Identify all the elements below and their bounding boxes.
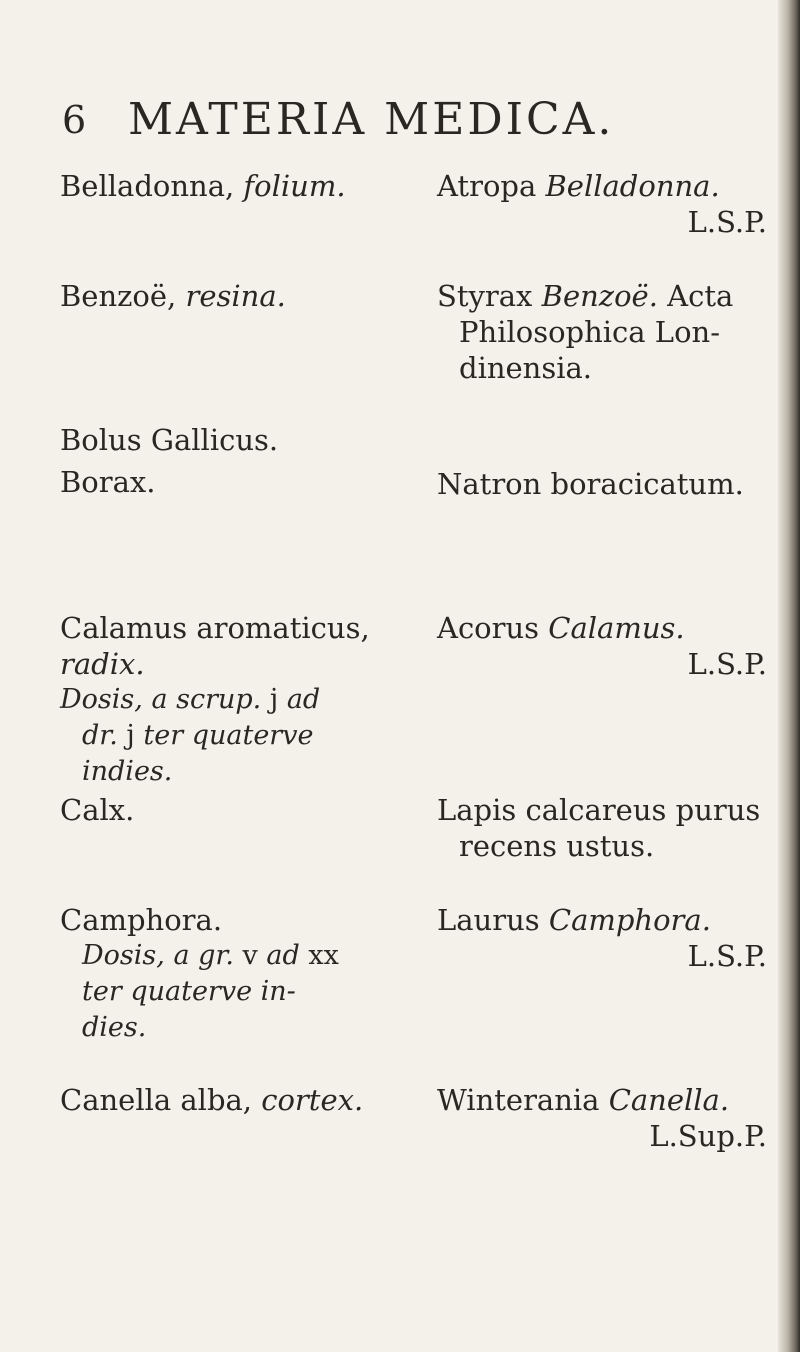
dose-qty: j	[126, 720, 135, 751]
genus: Acorus	[437, 611, 540, 645]
dose-line	[60, 938, 400, 974]
entry-calamus-source	[437, 610, 767, 682]
entry-benzoe-name	[60, 278, 400, 314]
dose-qty: xx	[308, 940, 339, 971]
entry-calx-source	[437, 792, 767, 864]
drug-part: cortex.	[261, 1083, 364, 1117]
entry-borax-name	[60, 464, 400, 500]
drug-name: Borax.	[60, 465, 156, 499]
dose-line: indies.	[82, 756, 173, 787]
source-text: Acta	[667, 279, 734, 313]
entry-calamus-name	[60, 610, 400, 790]
species: Belladonna.	[545, 169, 720, 203]
species: Calamus.	[548, 611, 685, 645]
dose-from: a scrup.	[151, 684, 262, 715]
entry-camphora-source	[437, 902, 767, 974]
drug-name: Benzoë,	[60, 279, 177, 313]
entry-benzoe-source	[437, 278, 767, 386]
dose-to: ad	[286, 684, 321, 715]
dose-line: dies.	[82, 1012, 147, 1043]
drug-name: Bolus Gallicus.	[60, 423, 279, 457]
running-title: MATERIA MEDICA.	[128, 94, 615, 145]
genus: Laurus	[437, 903, 540, 937]
dose-line: ter quaterve in-	[82, 976, 296, 1007]
dose-from: a gr.	[173, 940, 234, 971]
species: Canella.	[608, 1083, 730, 1117]
dose-to: ad	[266, 940, 300, 971]
source-text: dinensia.	[459, 351, 593, 385]
entry-calx-name	[60, 792, 400, 828]
page-edge-shadow	[778, 0, 800, 1352]
dose-qty: v	[242, 940, 258, 971]
dose-label: Dosis,	[60, 684, 143, 715]
pharmacopoeia-ref: L.S.P.	[687, 205, 767, 239]
synonym: Lapis calcareus purus	[437, 793, 761, 827]
drug-name: Belladonna,	[60, 169, 235, 203]
entry-bolus-name	[60, 422, 400, 458]
pharmacopoeia-ref: L.S.P.	[687, 939, 767, 973]
species: Benzoë.	[541, 279, 658, 313]
drug-part: radix.	[60, 647, 145, 681]
drug-part: folium.	[243, 169, 346, 203]
drug-name: Calx.	[60, 793, 135, 827]
pharmacopoeia-ref: L.Sup.P.	[649, 1119, 767, 1153]
genus: Styrax	[437, 279, 533, 313]
drug-part: resina.	[185, 279, 286, 313]
dose-line	[60, 718, 400, 754]
synonym: Natron boracicatum.	[437, 467, 744, 501]
source-text: Philosophica Lon-	[459, 315, 720, 349]
entry-borax-source	[437, 466, 767, 502]
genus: Atropa	[437, 169, 537, 203]
pharmacopoeia-ref: L.S.P.	[687, 647, 767, 681]
page-number: 6	[62, 98, 88, 142]
dose-line	[60, 682, 400, 718]
entry-camphora-name	[60, 902, 400, 1046]
entry-belladonna-source	[437, 168, 767, 240]
entry-canella-name	[60, 1082, 400, 1118]
entry-canella-source	[437, 1082, 767, 1154]
dose-frequency: ter quaterve	[143, 720, 314, 751]
genus: Winterania	[437, 1083, 600, 1117]
entry-belladonna-name	[60, 168, 400, 204]
drug-name: Calamus aromaticus,	[60, 611, 370, 645]
dose-unit: dr.	[82, 720, 118, 751]
drug-name: Canella alba,	[60, 1083, 253, 1117]
drug-name: Camphora.	[60, 903, 223, 937]
dose-qty: j	[269, 684, 279, 715]
synonym: recens ustus.	[459, 829, 655, 863]
dose-label: Dosis,	[82, 940, 165, 971]
species: Camphora.	[548, 903, 711, 937]
